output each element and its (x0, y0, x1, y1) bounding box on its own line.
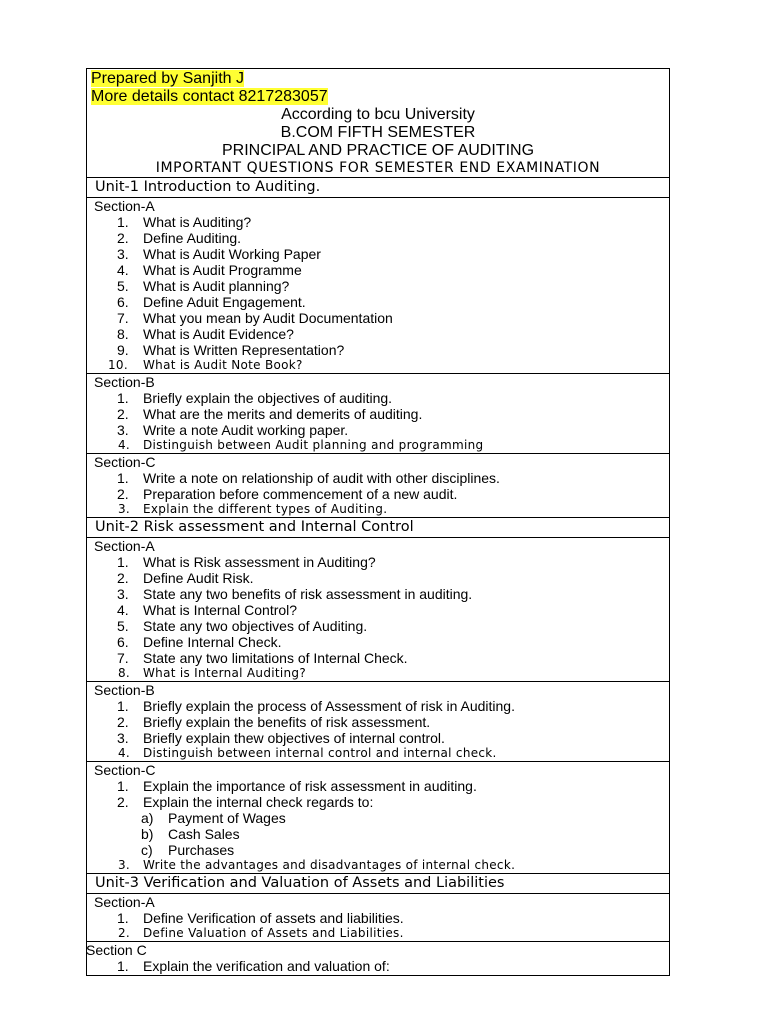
question-text: What is Risk assessment in Auditing? (143, 554, 376, 570)
question-number: 4. (117, 602, 129, 618)
question-number: 3. (117, 246, 129, 262)
section-block (87, 538, 669, 682)
question-item (87, 586, 669, 602)
question-item (87, 602, 669, 618)
question-item (87, 470, 669, 486)
sub-question-text: Cash Sales (168, 826, 240, 842)
question-item (87, 618, 669, 634)
question-item (87, 858, 669, 873)
section-label: Section-A (94, 538, 155, 554)
question-number: 7. (117, 650, 129, 666)
question-text: What is Auditing? (143, 214, 252, 230)
question-number: 1. (117, 390, 129, 406)
question-item (87, 502, 669, 517)
question-number: 4. (118, 746, 131, 760)
sub-question-item (87, 810, 669, 826)
question-text: Write the advantages and disadvantages of internal check. (143, 858, 516, 872)
question-number: 3. (117, 422, 129, 438)
question-text: What you mean by Audit Documentation (143, 310, 393, 326)
question-text: Briefly explain the process of Assessment of risk in Auditing. (143, 698, 515, 714)
question-item (87, 554, 669, 570)
question-item (87, 278, 669, 294)
question-item (87, 714, 669, 730)
question-item (87, 650, 669, 666)
question-item (87, 486, 669, 502)
section-block (87, 942, 669, 976)
question-number: 2. (117, 230, 129, 246)
question-text: Preparation before commencement of a new audit. (143, 486, 458, 502)
question-text: Explain the different types of Auditing. (143, 502, 388, 516)
question-text: Distinguish between Audit planning and programming (143, 438, 484, 452)
question-number: 5. (117, 278, 129, 294)
section-label: Section-B (94, 682, 155, 698)
section-block (87, 198, 669, 374)
question-item (87, 246, 669, 262)
question-text: Explain the verification and valuation of: (143, 958, 390, 974)
question-number: 4. (117, 262, 129, 278)
question-item (87, 422, 669, 438)
sub-question-item (87, 842, 669, 858)
question-number: 8. (117, 326, 129, 342)
question-item (87, 342, 669, 358)
units-container (87, 178, 669, 976)
sub-question-item (87, 826, 669, 842)
question-number: 5. (117, 618, 129, 634)
question-text: Define Auditing. (143, 230, 242, 246)
question-item (87, 794, 669, 810)
question-text: Write a note on relationship of audit with other disciplines. (143, 470, 500, 486)
question-item (87, 294, 669, 310)
question-text: Define Aduit Engagement. (143, 294, 306, 310)
question-number: 1. (117, 554, 129, 570)
sub-question-text: Purchases (168, 842, 235, 858)
question-item (87, 910, 669, 926)
question-number: 2. (117, 714, 129, 730)
question-text: What are the merits and demerits of auditing. (143, 406, 423, 422)
question-item (87, 958, 669, 974)
sub-question-letter: a) (141, 810, 154, 826)
question-item (87, 570, 669, 586)
question-number: 3. (118, 858, 131, 872)
question-item (87, 326, 669, 342)
question-text: State any two limitations of Internal Check. (143, 650, 408, 666)
question-item (87, 926, 669, 941)
question-text: What is Internal Control? (143, 602, 298, 618)
contact-text: More details contact 8217283057 (91, 88, 328, 105)
question-item (87, 698, 669, 714)
sub-question-letter: c) (141, 842, 153, 858)
section-block (87, 682, 669, 762)
question-number: 9. (117, 342, 129, 358)
question-number: 2. (117, 406, 129, 422)
document-header (87, 69, 669, 178)
section-block (87, 374, 669, 454)
question-number: 1. (117, 910, 129, 926)
section-block (87, 762, 669, 874)
question-number: 3. (117, 730, 129, 746)
question-number: 3. (117, 586, 129, 602)
question-number: 10. (108, 358, 128, 372)
question-number: 2. (117, 794, 129, 810)
question-number: 2. (117, 570, 129, 586)
question-text: What is Audit Note Book? (143, 358, 303, 372)
section-block (87, 454, 669, 518)
question-text: Briefly explain the objectives of auditing. (143, 390, 393, 406)
section-label: Section-C (94, 762, 156, 778)
question-text: What is Written Representation? (143, 342, 345, 358)
question-number: 6. (117, 294, 129, 310)
question-text: What is Audit Working Paper (143, 246, 321, 262)
course-text: B.COM FIFTH SEMESTER (280, 124, 476, 141)
question-number: 1. (117, 214, 129, 230)
sub-question-letter: b) (141, 826, 154, 842)
question-text: Briefly explain the benefits of risk assessment. (143, 714, 431, 730)
section-label: Section-A (94, 894, 155, 910)
question-item (87, 262, 669, 278)
question-number: 6. (117, 634, 129, 650)
question-item (87, 730, 669, 746)
subject-title: PRINCIPAL AND PRACTICE OF AUDITING (221, 142, 535, 159)
question-item (87, 214, 669, 230)
question-number: 4. (118, 438, 131, 452)
question-item (87, 310, 669, 326)
question-text: Define Internal Check. (143, 634, 282, 650)
question-text: Define Valuation of Assets and Liabilities. (143, 926, 404, 940)
unit-title: Unit-3 Verification and Valuation of Assets and Liabilities (87, 874, 669, 894)
question-text: What is Audit Evidence? (143, 326, 294, 342)
question-text: Explain the importance of risk assessment in auditing. (143, 778, 477, 794)
section-label: Section-C (94, 454, 156, 470)
question-item (87, 634, 669, 650)
question-number: 3. (118, 502, 131, 516)
question-item (87, 778, 669, 794)
question-number: 2. (117, 486, 129, 502)
question-item (87, 746, 669, 761)
question-paper-document (86, 68, 670, 976)
question-text: What is Internal Auditing? (143, 666, 307, 680)
question-text: Distinguish between internal control and internal check. (143, 746, 497, 760)
document-subtitle: IMPORTANT QUESTIONS FOR SEMESTER END EXAMINATION (155, 160, 601, 176)
section-label: Section C (86, 942, 147, 958)
question-number: 8. (118, 666, 131, 680)
question-text: Define Verification of assets and liabilities. (143, 910, 404, 926)
university-text: According to bcu University (281, 106, 475, 123)
question-item (87, 666, 669, 681)
question-item (87, 390, 669, 406)
question-number: 1. (117, 778, 129, 794)
question-number: 1. (117, 470, 129, 486)
question-text: What is Audit planning? (143, 278, 290, 294)
question-text: Briefly explain thew objectives of internal control. (143, 730, 445, 746)
question-text: Define Audit Risk. (143, 570, 254, 586)
prepared-by-text: Prepared by Sanjith J (91, 70, 244, 87)
question-number: 1. (117, 698, 129, 714)
question-text: State any two benefits of risk assessment in auditing. (143, 586, 473, 602)
question-item (87, 406, 669, 422)
question-item (87, 230, 669, 246)
unit-title: Unit-1 Introduction to Auditing. (87, 178, 669, 198)
section-block (87, 894, 669, 942)
question-number: 1. (117, 958, 129, 974)
question-text: State any two objectives of Auditing. (143, 618, 368, 634)
section-label: Section-B (94, 374, 155, 390)
section-label: Section-A (94, 198, 155, 214)
question-text: What is Audit Programme (143, 262, 302, 278)
question-text: Write a note Audit working paper. (143, 422, 349, 438)
question-number: 2. (118, 926, 131, 940)
question-item (87, 438, 669, 453)
question-item (87, 358, 669, 373)
question-number: 7. (117, 310, 129, 326)
question-text: Explain the internal check regards to: (143, 794, 374, 810)
unit-title: Unit-2 Risk assessment and Internal Control (87, 518, 669, 538)
sub-question-text: Payment of Wages (168, 810, 286, 826)
